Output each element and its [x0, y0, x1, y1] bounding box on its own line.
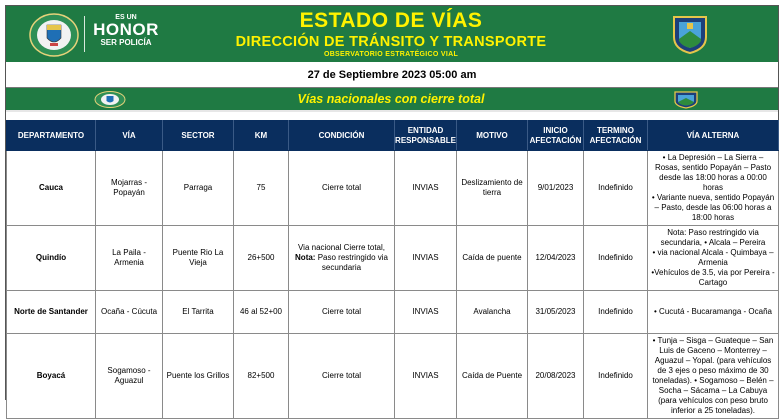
header-title-block	[196, 9, 586, 58]
column-header: SECTOR	[163, 121, 234, 151]
cell-sector: Puente Rio La Vieja	[163, 226, 234, 291]
cell-via: Mojarras - Popayán	[96, 151, 163, 226]
table-header-row	[7, 121, 779, 151]
condicion-text: Via nacional Cierre total,	[297, 243, 385, 252]
police-shield-icon	[28, 12, 80, 58]
cell-termino: Indefinido	[584, 291, 648, 334]
table-row	[7, 334, 779, 419]
cell-departamento: Cauca	[7, 151, 96, 226]
cell-km: 75	[234, 151, 289, 226]
page-subtitle: DIRECCIÓN DE TRÁNSITO Y TRANSPORTE	[235, 34, 547, 50]
cell-entidad: INVIAS	[395, 291, 457, 334]
brand-sub: SER POLICÍA	[100, 38, 152, 47]
cell-km: 26+500	[234, 226, 289, 291]
column-header: MOTIVO	[457, 121, 528, 151]
alterna-line: • La Depresión – La Sierra – Rosas, sentido Popayán – Pasto desde las 18:00 horas a 00:00 horas	[654, 153, 772, 192]
cell-km: 82+500	[234, 334, 289, 419]
alterna-line: •Vehículos de 3.5, via por Pereira - Cartago	[651, 268, 775, 287]
cell-termino: Indefinido	[584, 151, 648, 226]
page-title: ESTADO DE VÍAS	[299, 9, 483, 32]
cell-via: Ocaña - Cúcuta	[96, 291, 163, 334]
cell-inicio: 12/04/2023	[528, 226, 584, 291]
transit-emblem-icon	[670, 13, 710, 55]
table-row	[7, 291, 779, 334]
column-header: KM	[234, 121, 289, 151]
alterna-line: Nota: Paso restringido via secundaria, • Alcala – Pereira	[660, 228, 766, 247]
header-bar	[6, 6, 778, 62]
header-divider	[84, 16, 85, 52]
cell-sector: El Tarrita	[163, 291, 234, 334]
cell-termino: Indefinido	[584, 226, 648, 291]
cell-via: Sogamoso - Aguazul	[96, 334, 163, 419]
column-header: TERMINO AFECTACIÓN	[584, 121, 648, 151]
condicion-text: Cierre total	[321, 183, 362, 192]
cell-via: La Paila - Armenia	[96, 226, 163, 291]
cell-km: 46 al 52+00	[234, 291, 289, 334]
cell-departamento: Boyacá	[7, 334, 96, 419]
condicion-note: Paso restringido via secundaria	[315, 253, 388, 272]
table-row	[7, 226, 779, 291]
brand-top: ES UN	[115, 14, 137, 21]
observatory-label: OBSERVATORIO ESTRATÉGICO VIAL	[323, 51, 459, 58]
column-header: VÍA ALTERNA	[648, 121, 779, 151]
alterna-line: • Cucutá - Bucaramanga - Ocaña	[654, 307, 772, 316]
cell-inicio: 9/01/2023	[528, 151, 584, 226]
alterna-line: • via nacional Alcala - Quimbaya – Armenia	[652, 248, 774, 267]
bulletin-page	[5, 5, 779, 415]
brand-main: HONOR	[93, 20, 159, 39]
condicion-text: Cierre total	[321, 371, 362, 380]
table-row	[7, 151, 779, 226]
cell-entidad: INVIAS	[395, 334, 457, 419]
cell-condicion	[289, 291, 395, 334]
police-shield-icon	[94, 91, 126, 108]
closures-table	[6, 120, 779, 419]
column-header: INICIO AFECTACIÓN	[528, 121, 584, 151]
cell-sector: Puente los Grillos	[163, 334, 234, 419]
transit-emblem-icon	[672, 90, 700, 109]
cell-entidad: INVIAS	[395, 151, 457, 226]
cell-motivo: Deslizamiento de tierra	[457, 151, 528, 226]
column-header: ENTIDAD RESPONSABLE	[395, 121, 457, 151]
alterna-line: • Variante nueva, sentido Popayán – Pasto, desde las 06:00 horas a 18:00 horas	[651, 193, 775, 222]
cell-sector: Parraga	[163, 151, 234, 226]
alterna-line: • Tunja – Sisga – Guateque – San Luis de Gaceno – Monterrey – Aguazul – Yopal. (para vehículos de 3 ejes o peso máximo de 30 toneladas). • Sogamoso – Belén – Socha – Sácama – La Cabuya (para vehículos con peso bruto inferior a 25 toneladas).	[652, 336, 774, 415]
cell-via-alterna	[648, 226, 779, 291]
cell-inicio: 31/05/2023	[528, 291, 584, 334]
cell-via-alterna	[648, 151, 779, 226]
cell-via-alterna	[648, 291, 779, 334]
condicion-text: Cierre total	[321, 307, 362, 316]
cell-motivo: Caída de Puente	[457, 334, 528, 419]
cell-via-alterna	[648, 334, 779, 419]
brand-slogan	[88, 12, 164, 56]
cell-departamento: Norte de Santander	[7, 291, 96, 334]
cell-condicion	[289, 151, 395, 226]
cell-departamento: Quindío	[7, 226, 96, 291]
section-banner	[6, 88, 778, 112]
cell-termino: Indefinido	[584, 334, 648, 419]
column-header: VÍA	[96, 121, 163, 151]
section-banner-title: Vías nacionales con cierre total	[297, 92, 485, 106]
cell-motivo: Avalancha	[457, 291, 528, 334]
cell-condicion	[289, 334, 395, 419]
cell-condicion	[289, 226, 395, 291]
column-header: DEPARTAMENTO	[7, 121, 96, 151]
report-date: 27 de Septiembre 2023 05:00 am	[6, 62, 778, 88]
cell-inicio: 20/08/2023	[528, 334, 584, 419]
cell-motivo: Caída de puente	[457, 226, 528, 291]
cell-entidad: INVIAS	[395, 226, 457, 291]
column-header: CONDICIÓN	[289, 121, 395, 151]
condicion-note-label: Nota:	[295, 253, 316, 262]
